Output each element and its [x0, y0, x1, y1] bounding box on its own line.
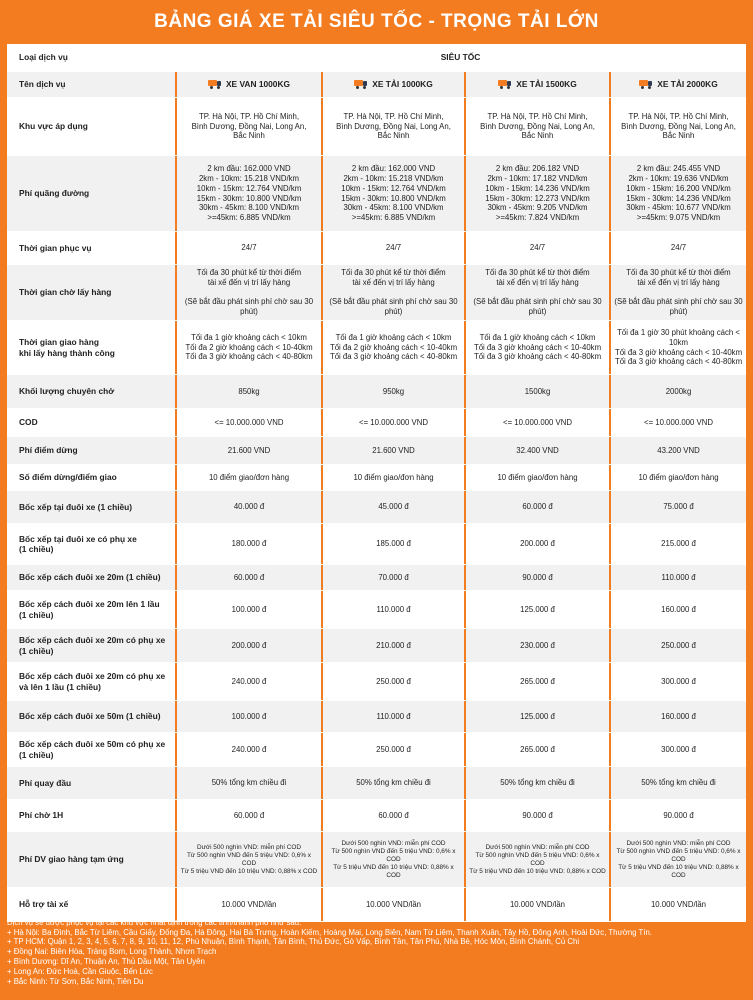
table-cell: 43.200 VND — [609, 437, 746, 464]
row-label: Bốc xếp cách đuôi xe 50m có phụ xe (1 chiều) — [19, 739, 166, 760]
row-label: Bốc xếp cách đuôi xe 20m lên 1 lầu (1 chiều) — [19, 599, 160, 620]
table-cell: <= 10.000.000 VND — [609, 409, 746, 436]
table-cell: 160.000 đ — [609, 701, 746, 732]
table-cell: 24/7 — [609, 232, 746, 264]
table-cell: 21.600 VND — [321, 437, 464, 464]
table-cell: 240.000 đ — [175, 733, 321, 766]
row-label: Phí quay đầu — [19, 777, 72, 788]
note-line: + Hà Nội: Ba Đình, Bắc Từ Liêm, Cầu Giấy, Đống Đa, Hà Đông, Hai Bà Trưng, Hoàn Kiếm, Hoàng Mai, Long Biên, Nam Từ Liêm, Thanh Xuân, Tây Hồ, Đông Anh, Hoài Đức, Thường Tín. — [7, 927, 652, 937]
table-cell: 75.000 đ — [609, 491, 746, 523]
table-cell: 2 km đầu: 162.000 VND 2km - 10km: 15.218 VND/km 10km - 15km: 12.764 VND/km 15km - 30km: 10.800 VND/km 30km - 45km: 8.100 VND/km >=45km: 6.885 VND/km — [175, 156, 321, 231]
row-label: Bốc xếp tại đuôi xe có phụ xe (1 chiều) — [19, 533, 137, 554]
table-cell: 70.000 đ — [321, 565, 464, 590]
row-label: Số điểm dừng/điểm giao — [19, 472, 117, 483]
table-cell: Tối đa 1 giờ khoảng cách < 10km Tối đa 2 giờ khoảng cách < 10-40km Tối đa 3 giờ khoảng cách < 40-80km — [321, 321, 464, 374]
note-line: + Bắc Ninh: Từ Sơn, Bắc Ninh, Tiên Du — [7, 976, 144, 986]
table-row — [7, 629, 746, 663]
table-cell: 250.000 đ — [321, 663, 464, 700]
service-type-row — [7, 44, 746, 72]
table-cell: 10.000 VND/lần — [609, 888, 746, 921]
table-cell: 10 điểm giao/đơn hàng — [464, 465, 609, 490]
table-cell: 2 km đầu: 245.455 VND 2km - 10km: 19.636 VND/km 10km - 15km: 16.200 VND/km 15km - 30km: 14.236 VND/km 30km - 45km: 10.677 VND/km >=45km: 9.075 VND/km — [609, 156, 746, 231]
price-table — [7, 44, 746, 922]
vehicle-name: XE VAN 1000KG — [225, 79, 291, 90]
table-cell: Tối đa 1 giờ khoảng cách < 10km Tối đa 2 giờ khoảng cách < 10-40km Tối đa 3 giờ khoảng cách < 40-80km — [175, 321, 321, 374]
table-cell: Tối đa 30 phút kể từ thời điểm tài xế đến vị trí lấy hàng (Sẽ bắt đầu phát sinh phí chờ sau 30 phút) — [609, 265, 746, 320]
table-cell: <= 10.000.000 VND — [321, 409, 464, 436]
table-cell: 60.000 đ — [175, 565, 321, 590]
row-label: Phí quãng đường — [19, 188, 90, 199]
table-cell: 185.000 đ — [321, 524, 464, 564]
table-cell: 90.000 đ — [609, 800, 746, 831]
vehicle-name: XE TẢI 2000KG — [657, 79, 718, 90]
truck-icon — [354, 80, 368, 89]
table-cell: 240.000 đ — [175, 663, 321, 700]
row-label: Bốc xếp cách đuôi xe 50m (1 chiều) — [19, 711, 161, 722]
table-cell: 265.000 đ — [464, 663, 609, 700]
table-cell: 10 điểm giao/đơn hàng — [321, 465, 464, 490]
table-cell: 300.000 đ — [609, 733, 746, 766]
vehicle-header — [464, 72, 609, 97]
table-cell: 50% tổng km chiều đi — [175, 767, 321, 799]
table-cell: 215.000 đ — [609, 524, 746, 564]
row-label: Khối lượng chuyên chở — [19, 386, 115, 397]
table-row — [7, 663, 746, 701]
row-label: Thời gian phục vụ — [19, 242, 92, 253]
table-row — [7, 265, 746, 321]
table-cell: 45.000 đ — [321, 491, 464, 523]
row-label: Thời gian chờ lấy hàng — [19, 287, 112, 298]
table-cell: 24/7 — [175, 232, 321, 264]
table-row — [7, 832, 746, 888]
note-line: + Long An: Đức Hoà, Cần Giuộc, Bến Lức — [7, 966, 153, 976]
table-cell: 100.000 đ — [175, 591, 321, 628]
table-cell: 950kg — [321, 375, 464, 408]
table-cell: 300.000 đ — [609, 663, 746, 700]
table-row — [7, 733, 746, 767]
table-cell: 110.000 đ — [321, 701, 464, 732]
table-cell: <= 10.000.000 VND — [175, 409, 321, 436]
row-label: COD — [19, 417, 38, 428]
table-cell: Tối đa 1 giờ 30 phút khoảng cách < 10km Tối đa 3 giờ khoảng cách < 10-40km Tối đa 3 giờ khoảng cách < 40-80km — [609, 321, 746, 374]
table-cell: 180.000 đ — [175, 524, 321, 564]
note-line: + Đồng Nai: Biên Hòa, Trảng Bom, Long Thành, Nhơn Trạch — [7, 947, 217, 957]
table-cell: 2 km đầu: 162.000 VND 2km - 10km: 15.218 VND/km 10km - 15km: 12.764 VND/km 15km - 30km: 10.800 VND/km 30km - 45km: 8.100 VND/km >=45km: 6.885 VND/km — [321, 156, 464, 231]
table-cell: 50% tổng km chiều đi — [464, 767, 609, 799]
table-row — [7, 375, 746, 409]
vehicle-name: XE TẢI 1000KG — [372, 79, 433, 90]
table-cell: 250.000 đ — [321, 733, 464, 766]
table-cell: Dưới 500 nghìn VND: miễn phí COD Từ 500 nghìn VND đến 5 triệu VND: 0,6% x COD Từ 5 triệu VND đến 10 triệu VND: 0,88% x COD — [609, 832, 746, 887]
table-cell: 40.000 đ — [175, 491, 321, 523]
table-cell: 32.400 VND — [464, 437, 609, 464]
row-label: Khu vực áp dụng — [19, 121, 88, 132]
row-label: Bốc xếp cách đuôi xe 20m (1 chiều) — [19, 572, 161, 583]
table-cell: Dưới 500 nghìn VND: miễn phí COD Từ 500 nghìn VND đến 5 triệu VND: 0,6% x COD Từ 5 triệu VND đến 10 triệu VND: 0,88% x COD — [464, 832, 609, 887]
table-cell: 265.000 đ — [464, 733, 609, 766]
table-row — [7, 156, 746, 232]
note-line: + TP HCM: Quận 1, 2, 3, 4, 5, 6, 7, 8, 9, 10, 11, 12, Phú Nhuận, Bình Thạnh, Tân Bình, Thủ Đức, Gò Vấp, Bình Tân, Tân Phú, Nhà Bè, Hóc Môn, Bình Chánh, Củ Chi — [7, 937, 580, 947]
row-label: Phí điểm dừng — [19, 445, 78, 456]
table-cell: 10.000 VND/lần — [464, 888, 609, 921]
table-cell: Tối đa 30 phút kể từ thời điểm tài xế đến vị trí lấy hàng (Sẽ bắt đầu phát sinh phí chờ sau 30 phút) — [464, 265, 609, 320]
table-cell: 250.000 đ — [609, 629, 746, 662]
table-cell: Tối đa 30 phút kể từ thời điểm tài xế đến vị trí lấy hàng (Sẽ bắt đầu phát sinh phí chờ sau 30 phút) — [175, 265, 321, 320]
table-cell: 21.600 VND — [175, 437, 321, 464]
table-row — [7, 232, 746, 265]
table-row — [7, 800, 746, 832]
table-row — [7, 591, 746, 629]
notes-section — [7, 908, 746, 987]
vehicle-header — [609, 72, 746, 97]
table-cell: Tối đa 1 giờ khoảng cách < 10km Tối đa 3 giờ khoảng cách < 10-40km Tối đa 3 giờ khoảng cách < 40-80km — [464, 321, 609, 374]
table-row — [7, 321, 746, 375]
table-cell: TP. Hà Nội, TP. Hồ Chí Minh, Bình Dương, Đồng Nai, Long An, Bắc Ninh — [464, 98, 609, 155]
table-cell: 125.000 đ — [464, 701, 609, 732]
table-cell: 200.000 đ — [175, 629, 321, 662]
table-cell: 10.000 VND/lần — [321, 888, 464, 921]
table-cell: 100.000 đ — [175, 701, 321, 732]
table-cell: 60.000 đ — [321, 800, 464, 831]
table-row — [7, 767, 746, 800]
table-cell: 230.000 đ — [464, 629, 609, 662]
table-cell: 60.000 đ — [464, 491, 609, 523]
table-cell: 125.000 đ — [464, 591, 609, 628]
table-cell: 50% tổng km chiều đi — [321, 767, 464, 799]
service-type-value: SIÊU TỐC — [440, 52, 481, 63]
table-cell: Tối đa 30 phút kể từ thời điểm tài xế đến vị trí lấy hàng (Sẽ bắt đầu phát sinh phí chờ sau 30 phút) — [321, 265, 464, 320]
vehicle-name: XE TẢI 1500KG — [516, 79, 577, 90]
table-cell: 210.000 đ — [321, 629, 464, 662]
table-cell: 2000kg — [609, 375, 746, 408]
table-cell: TP. Hà Nội, TP. Hồ Chí Minh, Bình Dương, Đồng Nai, Long An, Bắc Ninh — [321, 98, 464, 155]
table-cell: 850kg — [175, 375, 321, 408]
page-title: BẢNG GIÁ XE TẢI SIÊU TỐC - TRỌNG TẢI LỚN — [154, 11, 599, 32]
row-label: Bốc xếp tại đuôi xe (1 chiều) — [19, 501, 133, 512]
table-cell: 110.000 đ — [321, 591, 464, 628]
service-name-row — [7, 72, 746, 98]
service-type-label: Loại dịch vụ — [19, 52, 68, 63]
table-row — [7, 98, 746, 156]
table-row — [7, 491, 746, 524]
row-label: Bốc xếp cách đuôi xe 20m có phụ xe và lên 1 lầu (1 chiều) — [19, 671, 166, 692]
table-cell: 90.000 đ — [464, 800, 609, 831]
note-line: Ghi chú: — [7, 908, 37, 917]
vehicle-header — [175, 72, 321, 97]
table-row — [7, 409, 746, 437]
table-cell: 160.000 đ — [609, 591, 746, 628]
vehicle-header — [321, 72, 464, 97]
row-label: Phí DV giao hàng tạm ứng — [19, 854, 124, 865]
table-cell: 60.000 đ — [175, 800, 321, 831]
table-cell: 10.000 VND/lần — [175, 888, 321, 921]
table-cell: 10 điểm giao/đơn hàng — [175, 465, 321, 490]
service-name-label: Tên dịch vụ — [19, 79, 66, 90]
row-label: Phí chờ 1H — [19, 810, 64, 821]
table-cell: 110.000 đ — [609, 565, 746, 590]
table-cell: TP. Hà Nội, TP. Hồ Chí Minh, Bình Dương, Đồng Nai, Long An, Bắc Ninh — [609, 98, 746, 155]
table-cell: TP. Hà Nội, TP. Hồ Chí Minh, Bình Dương, Đồng Nai, Long An, Bắc Ninh — [175, 98, 321, 155]
table-cell: 2 km đầu: 206.182 VND 2km - 10km: 17.182 VND/km 10km - 15km: 14.236 VND/km 15km - 30km: 12.273 VND/km 30km - 45km: 9.205 VND/km >=45km: 7.824 VND/km — [464, 156, 609, 231]
table-cell: 50% tổng km chiều đi — [609, 767, 746, 799]
table-row — [7, 524, 746, 565]
row-label: Thời gian giao hàng khi lấy hàng thành công — [19, 337, 115, 358]
table-cell: 10 điểm giao/đơn hàng — [609, 465, 746, 490]
table-cell: 24/7 — [464, 232, 609, 264]
table-row — [7, 701, 746, 733]
row-label: Bốc xếp cách đuôi xe 20m có phụ xe (1 chiều) — [19, 635, 166, 656]
note-line: Dịch vụ sẽ được phục vụ tại các khu vực nhất định trong các tỉnh/thành phố như sau: — [7, 917, 302, 927]
table-cell: 90.000 đ — [464, 565, 609, 590]
table-cell: Dưới 500 nghìn VND: miễn phí COD Từ 500 nghìn VND đến 5 triệu VND: 0,6% x COD Từ 5 triệu VND đến 10 triệu VND: 0,88% x COD — [321, 832, 464, 887]
row-label: Hỗ trợ tài xế — [19, 899, 69, 910]
truck-icon — [498, 80, 512, 89]
note-line: + Bình Dương: Dĩ An, Thuận An, Thủ Dầu Một, Tân Uyên — [7, 957, 205, 967]
table-row — [7, 565, 746, 591]
table-cell: Dưới 500 nghìn VND: miễn phí COD Từ 500 nghìn VND đến 5 triệu VND: 0,6% x COD Từ 5 triệu VND đến 10 triệu VND: 0,88% x COD — [175, 832, 321, 887]
table-cell: 200.000 đ — [464, 524, 609, 564]
truck-icon — [208, 80, 222, 89]
table-cell: <= 10.000.000 VND — [464, 409, 609, 436]
truck-icon — [639, 80, 653, 89]
table-cell: 1500kg — [464, 375, 609, 408]
table-row — [7, 465, 746, 491]
table-row — [7, 437, 746, 465]
table-cell: 24/7 — [321, 232, 464, 264]
